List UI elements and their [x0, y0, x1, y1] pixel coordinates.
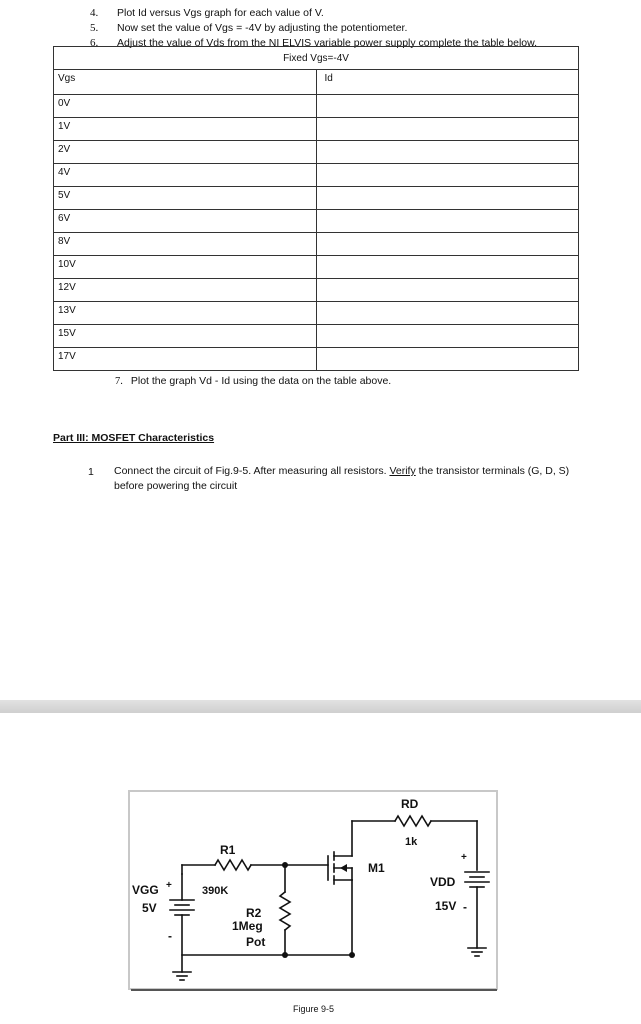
id-cell[interactable] — [316, 348, 579, 371]
vdd-plus: + — [461, 852, 467, 863]
step-7 — [115, 375, 391, 387]
table-row — [54, 118, 579, 141]
id-cell[interactable] — [316, 279, 579, 302]
step-text: Plot the graph Vd - Id using the data on the table above. — [130, 375, 392, 387]
table-row — [54, 279, 579, 302]
vgs-cell: 4V — [54, 164, 317, 187]
step-text: Adjust the value of Vds from the NI ELVIS variable power supply complete the table below. — [117, 37, 538, 49]
circuit-diagram — [128, 790, 498, 992]
id-column-header: Id — [316, 70, 579, 95]
id-cell[interactable] — [316, 325, 579, 348]
vgg-minus: - — [168, 929, 172, 943]
id-cell[interactable] — [316, 164, 579, 187]
junction-dot — [349, 952, 355, 958]
id-cell[interactable] — [316, 302, 579, 325]
vgg-plus: + — [166, 880, 172, 891]
step-number: 7. — [115, 376, 123, 387]
vgs-cell: 0V — [54, 95, 317, 118]
table-row — [54, 210, 579, 233]
vgs-column-header: Vgs — [54, 70, 317, 95]
step-number: 6. — [90, 37, 99, 49]
data-table — [53, 46, 579, 371]
vgs-cell: 17V — [54, 348, 317, 371]
table-row — [54, 348, 579, 371]
id-cell[interactable] — [316, 118, 579, 141]
table-row — [54, 233, 579, 256]
step-4 — [90, 6, 590, 21]
item-text-part: the transistor terminals (G, D, S) before powering the circuit — [114, 465, 570, 492]
vgs-cell: 10V — [54, 256, 317, 279]
item-text — [114, 464, 589, 494]
table-row — [54, 141, 579, 164]
figure-caption: Figure 9-5 — [293, 1004, 335, 1014]
vgs-cell: 13V — [54, 302, 317, 325]
table-row — [54, 164, 579, 187]
vdd-minus: - — [463, 900, 467, 914]
vgs-cell: 6V — [54, 210, 317, 233]
m1-label: M1 — [368, 861, 385, 875]
id-cell[interactable] — [316, 141, 579, 164]
vdd-value: 15V — [435, 899, 457, 913]
vgs-cell: 2V — [54, 141, 317, 164]
item-number: 1 — [88, 466, 94, 478]
rd-value: 1k — [405, 836, 418, 848]
r1-label: R1 — [220, 843, 236, 857]
vgs-cell: 1V — [54, 118, 317, 141]
verify-word: Verify — [389, 465, 416, 477]
vgs-cell: 8V — [54, 233, 317, 256]
vgs-cell: 15V — [54, 325, 317, 348]
id-cell[interactable] — [316, 233, 579, 256]
procedure-steps — [90, 6, 590, 51]
step-5 — [90, 21, 590, 36]
rd-label: RD — [401, 797, 419, 811]
table-row — [54, 95, 579, 118]
table-row — [54, 302, 579, 325]
step-text: Now set the value of Vgs = -4V by adjusting the potentiometer. — [117, 22, 408, 34]
vgg-label: VGG — [132, 883, 159, 897]
section-title: Part III: MOSFET Characteristics — [53, 432, 215, 444]
r2-label: R2 — [246, 906, 262, 920]
junction-dot — [282, 952, 288, 958]
step-text: Plot Id versus Vgs graph for each value of V. — [117, 7, 324, 19]
id-cell[interactable] — [316, 210, 579, 233]
page-divider — [0, 700, 641, 713]
table-row — [54, 325, 579, 348]
step-number: 5. — [90, 22, 99, 34]
id-cell[interactable] — [316, 187, 579, 210]
id-cell[interactable] — [316, 256, 579, 279]
junction-dot — [282, 862, 288, 868]
vdd-label: VDD — [430, 875, 456, 889]
vgg-value: 5V — [142, 901, 157, 915]
table-row — [54, 256, 579, 279]
table-row — [54, 187, 579, 210]
vgs-cell: 12V — [54, 279, 317, 302]
item-text-part: Connect the circuit of Fig.9-5. After measuring all resistors. — [114, 465, 390, 477]
r2-value: 1Meg — [232, 919, 263, 933]
circuit-figure — [128, 790, 498, 992]
vgs-cell: 5V — [54, 187, 317, 210]
step-number: 4. — [90, 7, 99, 19]
r2-type: Pot — [246, 935, 266, 949]
id-cell[interactable] — [316, 95, 579, 118]
table-caption: Fixed Vgs=-4V — [54, 47, 579, 70]
r1-value: 390K — [202, 885, 229, 897]
